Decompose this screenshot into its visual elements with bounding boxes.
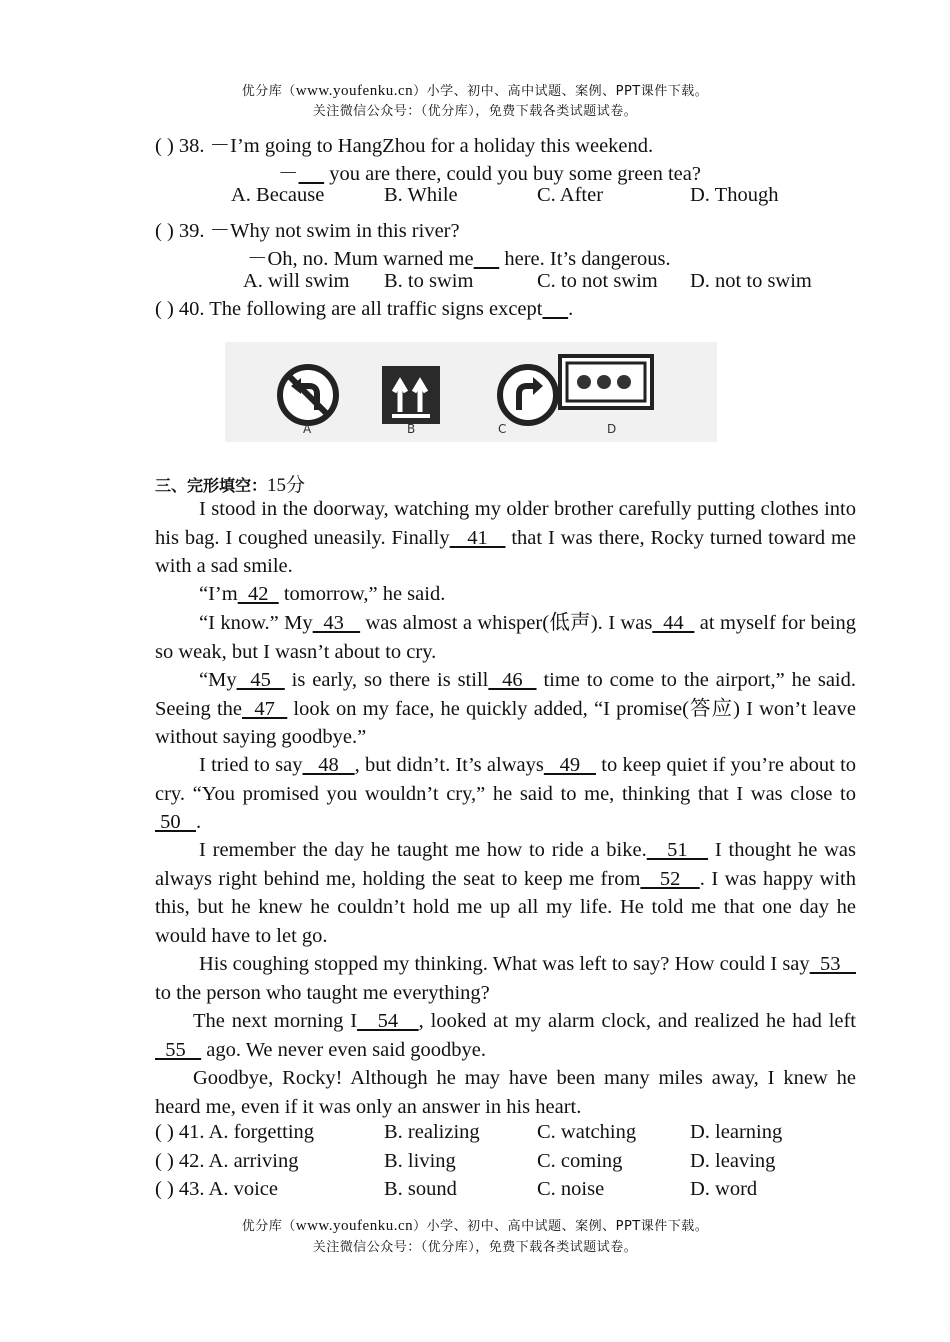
- section-title: 三、完形填空：15分: [155, 475, 306, 496]
- choice-43-a: ( ) 43. A. voice: [155, 1178, 278, 1200]
- page-header-line1: 优分库（www.youfenku.cn）小学、初中、高中试题、案例、PPT课件下载。: [241, 83, 709, 99]
- page-footer-line2: 关注微信公众号：（优分库），免费下载各类试题试卷。: [312, 1240, 638, 1255]
- passage-paragraph-1: I stood in the doorway, watching my older brother carefully putting clothes into his bag. I coughed uneasily. Finally 41 that I was there, Rocky turned toward me with a sad smile.: [155, 498, 857, 577]
- page-header-line2: 关注微信公众号：（优分库），免费下载各类试题试卷。: [312, 104, 638, 119]
- passage-paragraph-9: Goodbye, Rocky! Although he may have been many miles away, I knew he heard me, even if it was only an answer in his heart.: [155, 1067, 856, 1118]
- turn-right-sign-icon: [495, 362, 561, 428]
- this-way-up-sign-icon: [380, 364, 442, 426]
- choice-42-a: ( ) 42. A. arriving: [155, 1150, 299, 1172]
- passage-paragraph-3: “I know.” My 43 was almost a whisper(低声). I was 44 at myself for being so weak, but I wasn’t about to cry.: [155, 612, 856, 663]
- choice-41-c: C. watching: [537, 1121, 637, 1143]
- page-footer-line1: 优分库（www.youfenku.cn）小学、初中、高中试题、案例、PPT课件下载。: [241, 1218, 709, 1234]
- choice-42-d: D. leaving: [690, 1150, 776, 1172]
- choice-43-b: B. sound: [384, 1178, 457, 1200]
- traffic-signs-figure: [225, 342, 717, 442]
- question-38-option-a: A. Because: [231, 184, 325, 206]
- no-left-turn-sign-icon: [275, 362, 341, 428]
- question-39-line2: －Oh, no. Mum warned me here. It’s dangerous.: [247, 248, 671, 270]
- passage-paragraph-6: I remember the day he taught me how to ride a bike. 51 I thought he was always right behind me, holding the seat to keep me from 52 . I was happy with this, but he knew he couldn’t hold me up all my life. He told me that one day he would have to let go.: [155, 839, 856, 947]
- choice-43-c: C. noise: [537, 1178, 605, 1200]
- question-39-option-b: B. to swim: [384, 270, 474, 292]
- choice-42-b: B. living: [384, 1150, 456, 1172]
- choice-41-b: B. realizing: [384, 1121, 480, 1143]
- sign-label-b: B: [407, 422, 416, 436]
- sign-label-a: A: [303, 422, 312, 436]
- sign-label-c: C: [498, 422, 507, 436]
- passage-paragraph-4: “My 45 is early, so there is still 46 time to come to the airport,” he said. Seeing the 47 look on my face, he quickly added, “I promise(答应) I won’t leave without saying goodbye.”: [155, 669, 857, 748]
- question-38-option-d: D. Though: [690, 184, 779, 206]
- question-39-option-d: D. not to swim: [690, 270, 812, 292]
- question-39-option-c: C. to not swim: [537, 270, 658, 292]
- passage-paragraph-5: I tried to say 48 , but didn’t. It’s always 49 to keep quiet if you’re about to cry. “You promised you wouldn’t cry,” he said to me, thinking that I was close to 50 .: [155, 754, 857, 833]
- question-40-stem: ( ) 40. The following are all traffic signs except .: [155, 298, 574, 320]
- choice-41-a: ( ) 41. A. forgetting: [155, 1121, 315, 1143]
- question-38-line2: － you are there, could you buy some green tea?: [278, 163, 701, 185]
- question-38-option-b: B. While: [384, 184, 458, 206]
- question-39-option-a: A. will swim: [243, 270, 350, 292]
- question-38-stem: ( ) 38. －I’m going to HangZhou for a holiday this weekend.: [155, 135, 654, 157]
- question-38-option-c: C. After: [537, 184, 604, 206]
- rectangular-sign-icon: [558, 354, 654, 410]
- passage-paragraph-7: His coughing stopped my thinking. What was left to say? How could I say 53 to the person who taught me everything?: [155, 953, 856, 1004]
- choice-41-d: D. learning: [690, 1121, 783, 1143]
- sign-label-d: D: [607, 422, 617, 436]
- passage-paragraph-2: “I’m 42 tomorrow,” he said.: [199, 583, 446, 605]
- choice-43-d: D. word: [690, 1178, 758, 1200]
- question-39-stem: ( ) 39. －Why not swim in this river?: [155, 220, 460, 242]
- choice-42-c: C. coming: [537, 1150, 623, 1172]
- passage-paragraph-8: The next morning I 54 , looked at my alarm clock, and realized he had left 55 ago. We never even said goodbye.: [155, 1010, 857, 1061]
